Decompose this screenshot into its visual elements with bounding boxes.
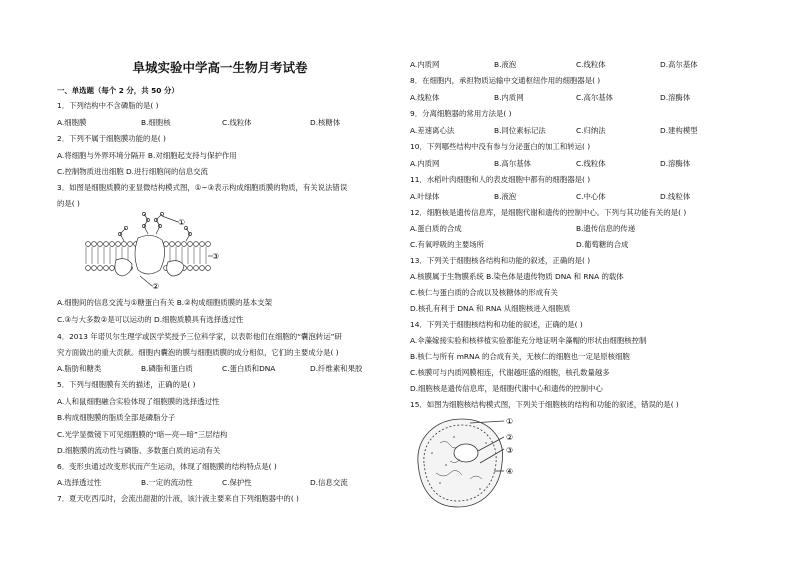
q2-options-cd: C.控制物质进出细胞 D.进行细胞间的信息交流: [57, 167, 208, 176]
q6-option-a: A.选择透过性: [57, 478, 102, 487]
nucleus-figure: [410, 413, 520, 513]
q6-option-b: B.一定的流动性: [141, 478, 193, 487]
q11-option-c: C.中心体: [576, 192, 606, 201]
question-3-cont: 的是( ): [57, 199, 80, 208]
q5-option-c: C.光学显微镜下可见细胞膜的“暗—亮—暗”三层结构: [57, 430, 228, 439]
fig-label-3: ③: [212, 252, 220, 261]
q14-option-d: D.细胞核是遗传信息库，是细胞代谢中心和遗传的控制中心: [410, 384, 603, 393]
q7-option-a: A.内质网: [410, 60, 440, 69]
q1-option-a: A.细胞膜: [57, 118, 87, 127]
q13-option-d: D.核孔有利于 DNA 和 RNA 从细胞核进入细胞质: [410, 304, 571, 313]
q2-options-ab: A.将细胞与外界环境分隔开 B.对细胞起支持与保护作用: [57, 151, 237, 160]
q9-option-a: A.差速离心法: [410, 126, 455, 135]
q11-option-b: B.液泡: [494, 192, 517, 201]
q13-option-c: C.核仁与蛋白质的合成以及核糖体的形成有关: [410, 288, 558, 297]
nucleus-label-4: ④: [506, 467, 514, 476]
question-4: 4．2013 年诺贝尔生理学或医学奖授予三位科学家，以表彰他们在细胞的“囊泡转运”研: [57, 332, 342, 341]
q4-option-c: C.蛋白质和DNA: [222, 364, 276, 373]
question-7: 7．夏天吃西瓜时，会流出甜甜的汁液，该汁液主要来自下列细胞器中的( ): [57, 494, 299, 503]
question-3: 3．如图是细胞质膜的亚显微结构模式图，①~③表示构成细胞质膜的物质，有关说法错误: [57, 183, 348, 192]
q7-option-d: D.高尔基体: [660, 60, 698, 69]
integral-protein: [135, 235, 165, 274]
question-12: 12．细胞核是遗传信息库，是细胞代谢和遗传的控制中心。下列与其功能有关的是( ): [410, 208, 687, 217]
fig-label-2: ②: [152, 282, 160, 290]
page-title: 阜城实验中学高一生物月考试卷: [132, 60, 308, 75]
question-2: 2．下列不属于细胞膜功能的是( ): [57, 134, 166, 143]
question-9: 9．分离细胞器的常用方法是( ): [410, 109, 512, 118]
q6-option-d: D.信息交流: [310, 478, 348, 487]
nucleus-label-2: ②: [506, 433, 514, 442]
q8-option-c: C.高尔基体: [576, 93, 614, 102]
question-15: 15．如图为细胞核结构模式图，下列关于细胞核的结构和功能的叙述，错误的是( ): [410, 400, 679, 409]
q10-option-c: C.线粒体: [576, 159, 606, 168]
question-1: 1．下列结构中不含磷脂的是( ): [57, 101, 159, 110]
q5-option-d: D.细胞膜的流动性与磷脂、多数蛋白质的运动有关: [57, 446, 221, 455]
q12-option-b: B.遗传信息的传递: [576, 224, 636, 233]
peripheral-protein: [115, 259, 132, 276]
q4-option-d: D.纤维素和果胶: [310, 364, 363, 373]
q9-option-b: B.同位素标记法: [494, 126, 546, 135]
nucleus-label-3: ③: [506, 446, 514, 455]
question-8: 8．在细胞内，承担物质运输中交通枢纽作用的细胞器是( ): [410, 76, 601, 85]
section-heading: 一、单选题（每个 2 分，共 50 分）: [57, 86, 179, 95]
q10-option-a: A.内质网: [410, 159, 440, 168]
q14-option-b: B.核仁与所有 mRNA 的合成有关，无核仁的细胞也一定是原核细胞: [410, 352, 630, 361]
question-6: 6．变形虫通过改变形状而产生运动，体现了细胞膜的结构特点是( ): [57, 462, 277, 471]
q4-option-b: B.磷脂和蛋白质: [141, 364, 193, 373]
q1-option-d: D.核糖体: [310, 118, 341, 127]
q11-option-d: D.线粒体: [660, 192, 691, 201]
q12-option-c: C.有氧呼吸的主要场所: [410, 240, 485, 249]
q3-options-ab: A.细胞间的信息交流与①糖蛋白有关 B.②构成细胞质膜的基本支架: [57, 298, 273, 307]
q14-option-c: C.核膜可与内质网膜相连，代谢越旺盛的细胞，核孔数量越多: [410, 368, 610, 377]
question-11: 11．水稻叶肉细胞和人的表皮细胞中都有的细胞器是( ): [410, 175, 591, 184]
q8-option-d: D.溶酶体: [660, 93, 691, 102]
q10-option-b: B.高尔基体: [494, 159, 531, 168]
question-4-cont: 究方面做出的重大贡献。细胞内囊泡的膜与细胞质膜的成分相似，它们的主要成分是( ): [57, 348, 339, 357]
nuclear-envelope: [418, 419, 503, 507]
q1-option-b: B.细胞核: [141, 118, 171, 127]
question-13: 13．下列关于细胞核各结构和功能的叙述，正确的是( ): [410, 256, 591, 265]
nucleus-label-1: ①: [506, 417, 514, 426]
q5-option-a: A.人和鼠细胞融合实验体现了细胞膜的选择透过性: [57, 397, 220, 406]
q3-options-cd: C.③与大多数②是可以运动的 D.细胞质膜具有选择透过性: [57, 315, 244, 324]
q8-option-a: A.线粒体: [410, 93, 440, 102]
q13-options-ab: A.核膜属于生物膜系统 B.染色体是遗传物质 DNA 和 RNA 的载体: [410, 272, 624, 281]
q4-option-a: A.脂肪和糖类: [57, 364, 102, 373]
question-14: 14．下列关于细胞核结构和功能的叙述，正确的是( ): [410, 320, 583, 329]
q12-option-d: D.葡萄糖的合成: [576, 240, 629, 249]
q8-option-b: B.内质网: [494, 93, 524, 102]
cell-membrane-figure: [82, 208, 222, 290]
question-10: 10．下列哪些结构中没有参与分泌蛋白的加工和转运( ): [410, 142, 591, 151]
q7-option-b: B.液泡: [494, 60, 517, 69]
q12-option-a: A.蛋白质的合成: [410, 224, 462, 233]
q9-option-d: D.建构模型: [660, 126, 698, 135]
q5-option-b: B.构成细胞膜的脂质全部是磷脂分子: [57, 413, 176, 422]
q11-option-a: A.叶绿体: [410, 192, 440, 201]
q9-option-c: C.归纳法: [576, 126, 606, 135]
q14-option-a: A.伞藻嫁接实验和核移植实验都能充分地证明伞藻帽的形状由细胞核控制: [410, 336, 647, 345]
q1-option-c: C.线粒体: [222, 118, 252, 127]
q7-option-c: C.线粒体: [576, 60, 606, 69]
question-5: 5．下列与细胞膜有关的描述，正确的是( ): [57, 380, 196, 389]
q10-option-d: D.溶酶体: [660, 159, 691, 168]
q6-option-c: C.保护性: [222, 478, 252, 487]
fig-label-1: ①: [178, 218, 186, 227]
